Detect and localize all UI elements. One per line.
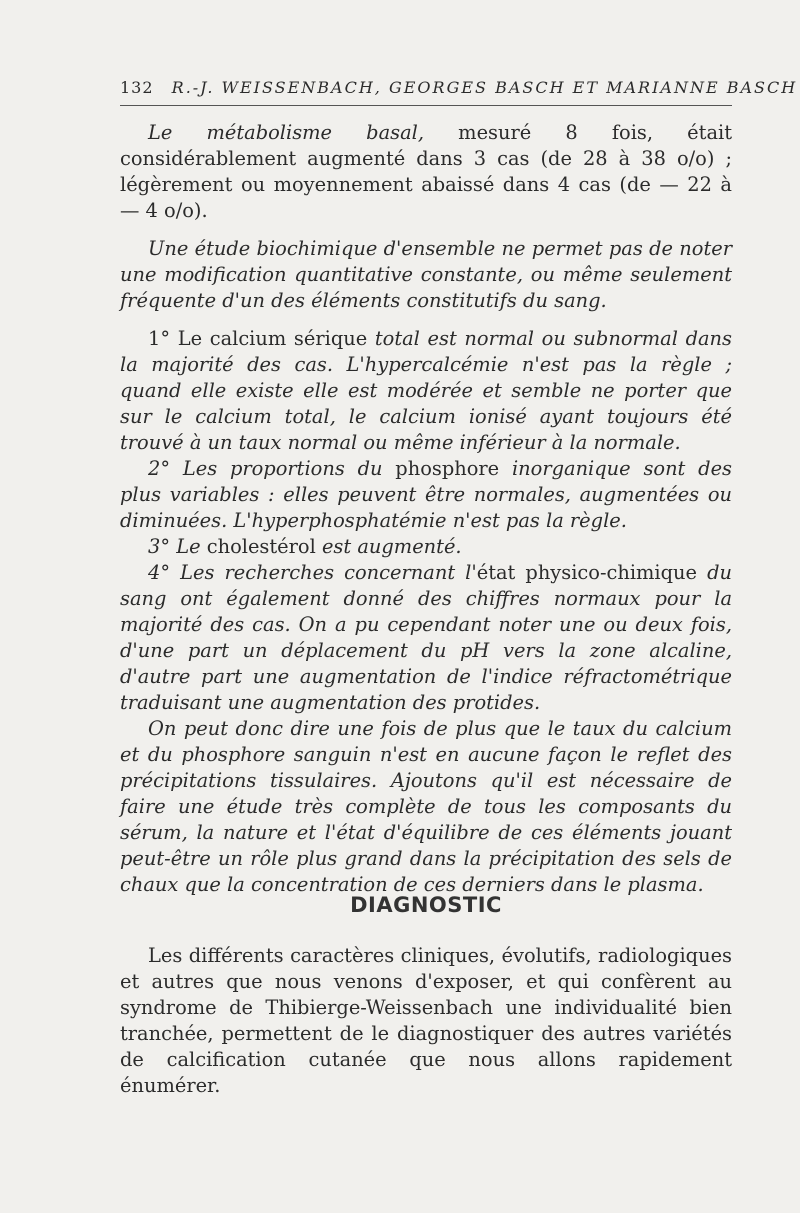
p7-text: On peut donc dire une fois de plus que le taux du calcium et du phosphore sanguin n'est en aucune façon le reflet des précipitations tissulaires. Ajoutons qu'il est nécessaire de faire une étude très complète de tous les composants du sérum, la nature et l'état d'équilibre de ces éléments jouant peut-être un rôle plus grand dans la précipitation des sels de chaux que la concentration de ces derniers dans le plasma. bbox=[120, 717, 732, 896]
paragraph-cholesterol bbox=[120, 534, 732, 560]
page-number: 132 bbox=[120, 78, 154, 97]
p1-text: mesuré 8 fois, était considérablement augmenté dans 3 cas (de 28 à 38 o/o) ; légèrement ou moyennement abaissé dans 4 cas (de — 22 à — 4 o/o). bbox=[120, 121, 732, 222]
p4-italic-c: inorganique sont des plus variables : elles peuvent être normales, augmentées ou diminuées. L'hyperphosphatémie n'est pas la règle. bbox=[120, 457, 732, 532]
p5-italic-a: 3° Le bbox=[148, 535, 207, 558]
p3-italic: total est normal ou subnormal dans la majorité des cas. L'hypercalcémie n'est pas la règle ; quand elle existe elle est modérée et semble ne porter que sur le calcium total, le calcium ionisé ayant toujours été trouvé à un taux normal ou même inférieur à la normale. bbox=[120, 327, 732, 454]
p6-text: état physico-chimique bbox=[476, 561, 698, 584]
p6-italic-c: du sang ont également donné des chiffres normaux pour la majorité des cas. On a pu cependant noter une ou deux fois, d'une part un déplacement du pH vers la zone alcaline, d'autre part une augmentation de l'indice réfractométrique traduisant une augmentation des protides. bbox=[120, 561, 732, 714]
p4-text: phosphore bbox=[395, 457, 500, 480]
section-title: DIAGNOSTIC bbox=[350, 893, 502, 917]
paragraph-biochemical-study bbox=[120, 236, 732, 314]
paragraph-basal-metabolism bbox=[120, 120, 732, 224]
p6-italic-a: 4° Les recherches concernant l' bbox=[148, 561, 477, 584]
paragraph-physico-chemical bbox=[120, 560, 732, 716]
paragraph-calcium bbox=[120, 326, 732, 456]
main-text bbox=[120, 120, 732, 898]
p5-italic-c: est augmenté. bbox=[315, 535, 462, 558]
p2-text: Une étude biochimique d'ensemble ne permet pas de noter une modification quantitative constante, ou même seulement fréquente d'un des éléments constitutifs du sang. bbox=[120, 237, 732, 312]
p3-text: 1° Le calcium sérique bbox=[148, 327, 375, 350]
diagnostic-section bbox=[120, 943, 732, 1099]
running-header bbox=[120, 78, 798, 106]
p1-italic: Le métabolisme basal, bbox=[148, 121, 425, 144]
paragraph-diagnostic: Les différents caractères cliniques, évolutifs, radiologiques et autres que nous venons d'exposer, et qui confèrent au syndrome de Thibierge-Weissenbach une individualité bien tranchée, permettent de le diagnostiquer des autres variétés de calcification cutanée que nous allons rapidement énumérer. bbox=[120, 944, 732, 1097]
p4-italic-a: 2° Les proportions du bbox=[148, 457, 396, 480]
paragraph-phosphorus bbox=[120, 456, 732, 534]
p5-text: cholestérol bbox=[206, 535, 316, 558]
paragraph-conclusion bbox=[120, 716, 732, 898]
header-authors: R.-J. WEISSENBACH, GEORGES BASCH ET MARIANNE BASCH bbox=[171, 78, 798, 97]
